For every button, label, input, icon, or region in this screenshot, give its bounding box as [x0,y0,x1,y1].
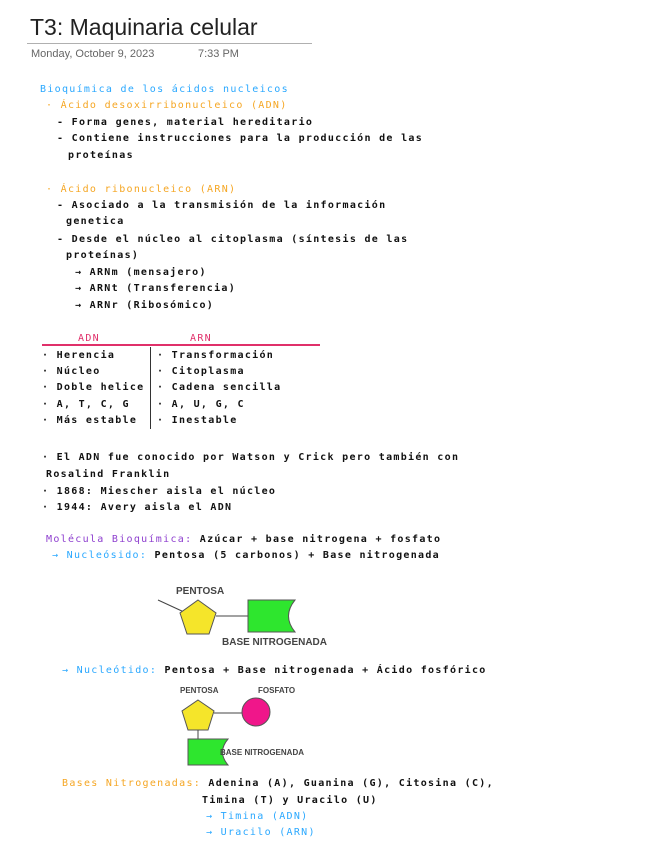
table-adn-cell: · Más estable [42,415,138,426]
nucleoside-diagram [150,578,350,658]
section-title: Bioquímica de los ácidos nucleicos [40,84,289,95]
history-line-1-cont: Rosalind Franklin [46,469,171,480]
adn-point-2: - Contiene instrucciones para la producción de las [57,133,424,144]
bases-line-1 [62,778,494,789]
arn-point-2: - Desde el núcleo al citoplasma (síntesis de las [57,234,409,245]
table-arn-cell: · Cadena sencilla [157,382,282,393]
bases-label: Bases Nitrogenadas: [62,778,202,789]
table-column-divider [150,347,151,429]
table-adn-cell: · Doble helice [42,382,145,393]
diagram2-phosphate-label: FOSFATO [258,686,296,695]
table-arn-cell: · Citoplasma [157,366,245,377]
table-header-adn: ADN [78,333,100,344]
page-time: 7:33 PM [198,48,239,60]
arn-point-1: - Asociado a la transmisión de la información [57,200,387,211]
arn-type-t: → ARNt (Transferencia) [75,283,237,294]
pentose-bond [158,600,184,612]
arn-type-r: → ARNr (Ribosómico) [75,300,215,311]
table-adn-cell: · Núcleo [42,366,101,377]
title-divider [27,43,312,44]
diagram1-pentose-label: PENTOSA [176,586,225,597]
nucleoside-label: → Nucleósido: [52,550,148,561]
bases-timina: → Timina (ADN) [206,811,309,822]
diagram2-pentose-label: PENTOSA [180,686,219,695]
arn-heading: · Ácido ribonucleico (ARN) [46,184,237,195]
nucleoside-text: Pentosa (5 carbonos) + Base nitrogenada [154,550,440,561]
nucleotide-text: Pentosa + Base nitrogenada + Ácido fosfórico [164,665,487,676]
bases-text-1: Adenina (A), Guanina (G), Citosina (C), [208,778,494,789]
table-arn-cell: · Transformación [157,350,275,361]
table-adn-cell: · A, T, C, G [42,399,130,410]
table-header-rule [42,344,320,346]
adn-point-2-cont: proteínas [68,150,134,161]
molecule-text: Azúcar + base nitrogena + fosfato [199,534,442,545]
pentose-pentagon [182,700,214,730]
history-line-2: · 1868: Miescher aisla el núcleo [42,486,277,497]
diagram2-base-label: BASE NITROGENADA [220,748,305,757]
table-arn-cell: · A, U, G, C [157,399,245,410]
adn-point-1: - Forma genes, material hereditario [57,117,314,128]
bases-uracilo: → Uracilo (ARN) [206,827,316,838]
bases-line-2: Timina (T) y Uracilo (U) [202,795,378,806]
nucleoside-line [52,550,440,561]
nucleotide-line [62,665,487,676]
phosphate-circle [242,698,270,726]
page-title: T3: Maquinaria celular [30,14,258,40]
arn-type-m: → ARNm (mensajero) [75,267,207,278]
page-date: Monday, October 9, 2023 [31,48,155,60]
adn-heading: · Ácido desoxirribonucleico (ADN) [46,100,288,111]
arn-point-2-cont: proteínas) [66,250,140,261]
molecule-line [46,534,441,545]
table-arn-cell: · Inestable [157,415,238,426]
pentose-pentagon [180,600,216,634]
nucleotide-label: → Nucleótido: [62,665,158,676]
molecule-label: Molécula Bioquímica: [46,534,193,545]
nucleotide-diagram [176,683,336,769]
table-header-arn: ARN [190,333,212,344]
table-adn-cell: · Herencia [42,350,116,361]
diagram1-base-label: BASE NITROGENADA [222,637,328,648]
history-line-3: · 1944: Avery aisla el ADN [42,502,233,513]
base-shape [248,600,295,632]
arn-point-1-cont: genetica [66,216,125,227]
history-line-1: · El ADN fue conocido por Watson y Crick pero también con [42,452,460,463]
